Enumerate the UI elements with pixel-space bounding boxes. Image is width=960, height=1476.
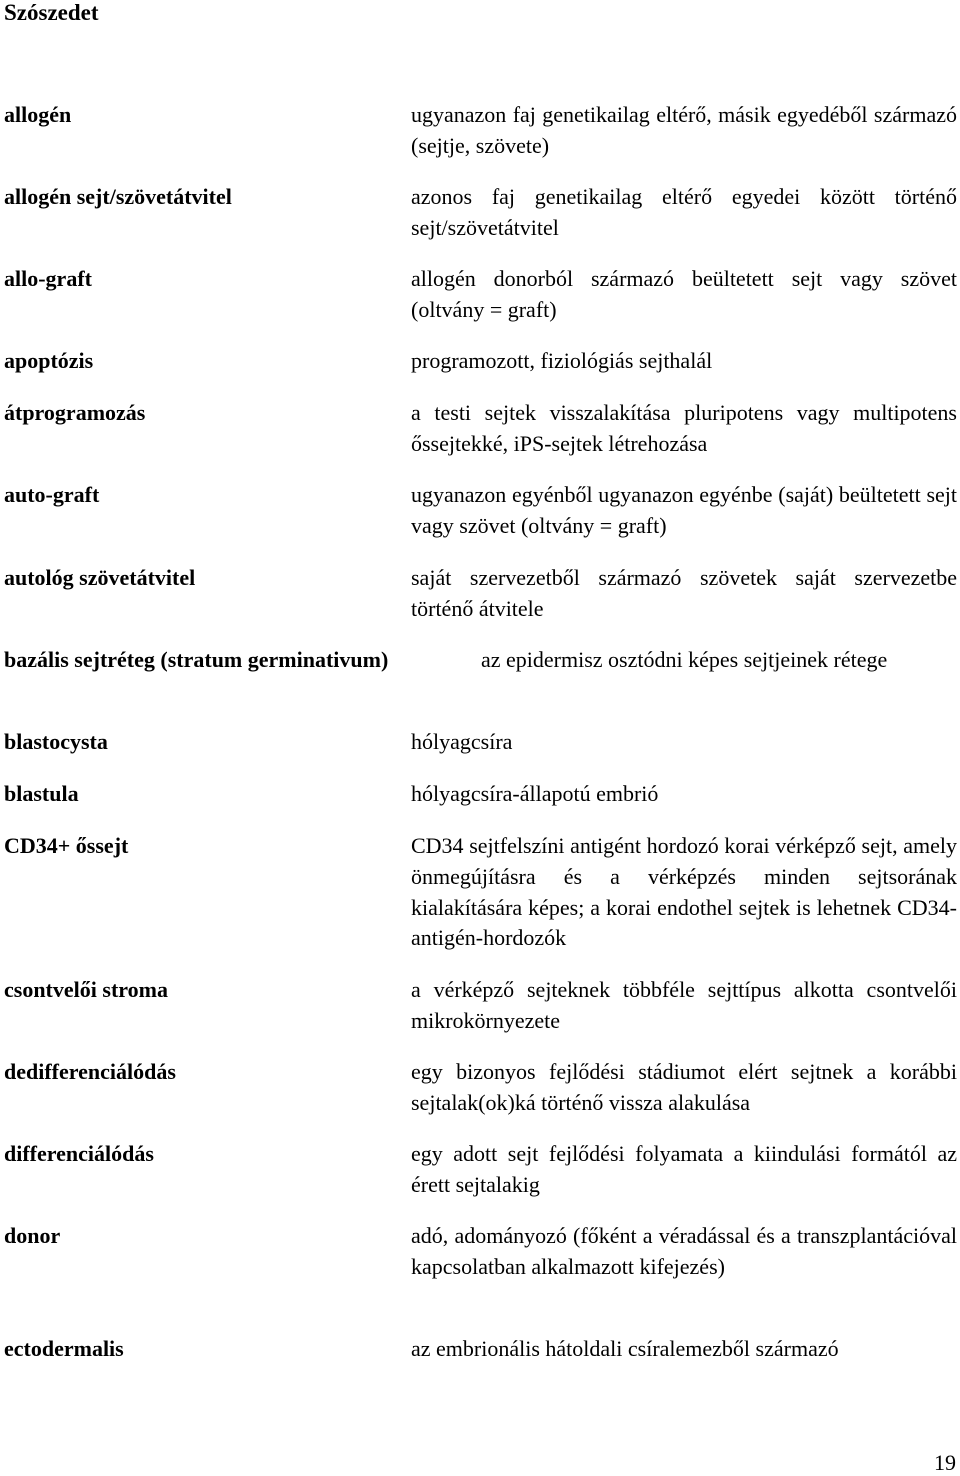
glossary-definition: azonos faj genetikailag eltérő egyedei között történő sejt/szövetátvitel <box>411 184 957 240</box>
glossary-definition: hólyagcsíra <box>411 729 513 754</box>
page-number: 19 <box>934 1450 956 1475</box>
glossary-term: átprogramozás <box>4 400 146 425</box>
glossary-term: donor <box>4 1223 61 1248</box>
glossary-definition: ugyanazon egyénből ugyanazon egyénbe (saját) beültetett sejt vagy szövet (oltvány = graft) <box>411 482 957 538</box>
glossary-definition: programozott, fiziológiás sejthalál <box>411 348 713 373</box>
glossary-term: blastocysta <box>4 729 108 754</box>
glossary-definition: egy bizonyos fejlődési stádiumot elért sejtnek a korábbi sejtalak(ok)ká történő vissza alakulása <box>411 1059 957 1115</box>
glossary-term: allogén <box>4 102 72 127</box>
glossary-term: CD34+ őssejt <box>4 833 129 858</box>
glossary-term: csontvelői stroma <box>4 977 168 1002</box>
glossary-term: blastula <box>4 781 79 806</box>
glossary-definition: hólyagcsíra-állapotú embrió <box>411 781 659 806</box>
glossary-term: differenciálódás <box>4 1141 154 1166</box>
glossary-definition-text: az epidermisz osztódni képes sejtjeinek rétege <box>481 647 888 672</box>
glossary-definition: allogén donorból származó beültetett sejt vagy szövet (oltvány = graft) <box>411 266 957 322</box>
glossary-definition: az embrionális hátoldali csíralemezből származó <box>411 1336 839 1361</box>
glossary-definition: saját szervezetből származó szövetek saját szervezetbe történő átvitele <box>411 565 957 621</box>
glossary-term: allogén sejt/szövetátvitel <box>4 184 232 209</box>
glossary-definition: adó, adományozó (főként a véradással és a transzplantációval kapcsolatban alkalmazott kifejezés) <box>411 1223 957 1279</box>
glossary-term: auto-graft <box>4 482 100 507</box>
glossary-heading: Szószedet <box>4 0 99 25</box>
glossary-definition: egy adott sejt fejlődési folyamata a kiindulási formától az érett sejtalakig <box>411 1141 957 1197</box>
glossary-term: apoptózis <box>4 348 94 373</box>
glossary-term: dedifferenciálódás <box>4 1059 176 1084</box>
glossary-term: bazális sejtréteg (stratum germinativum) <box>4 647 389 672</box>
glossary-definition: CD34 sejtfelszíni antigént hordozó korai vérképző sejt, amely önmegújításra és a vérképzés minden sejtsorának kialakítására képes; a korai endothel sejtek is lehetnek CD34-antigén-hordozók <box>411 833 957 951</box>
glossary-term: autológ szövetátvitel <box>4 565 196 590</box>
glossary-definition: a vérképző sejteknek többféle sejttípus alkotta csontvelői mikrokörnyezete <box>411 977 957 1033</box>
glossary-definition: a testi sejtek visszalakítása pluripotens vagy multipotens őssejtekké, iPS-sejtek létrehozása <box>411 400 957 456</box>
glossary-definition: ugyanazon faj genetikailag eltérő, másik egyedéből származó (sejtje, szövete) <box>411 102 957 158</box>
glossary-definition <box>411 645 957 676</box>
glossary-term: ectodermalis <box>4 1336 124 1361</box>
glossary-term: allo-graft <box>4 266 92 291</box>
